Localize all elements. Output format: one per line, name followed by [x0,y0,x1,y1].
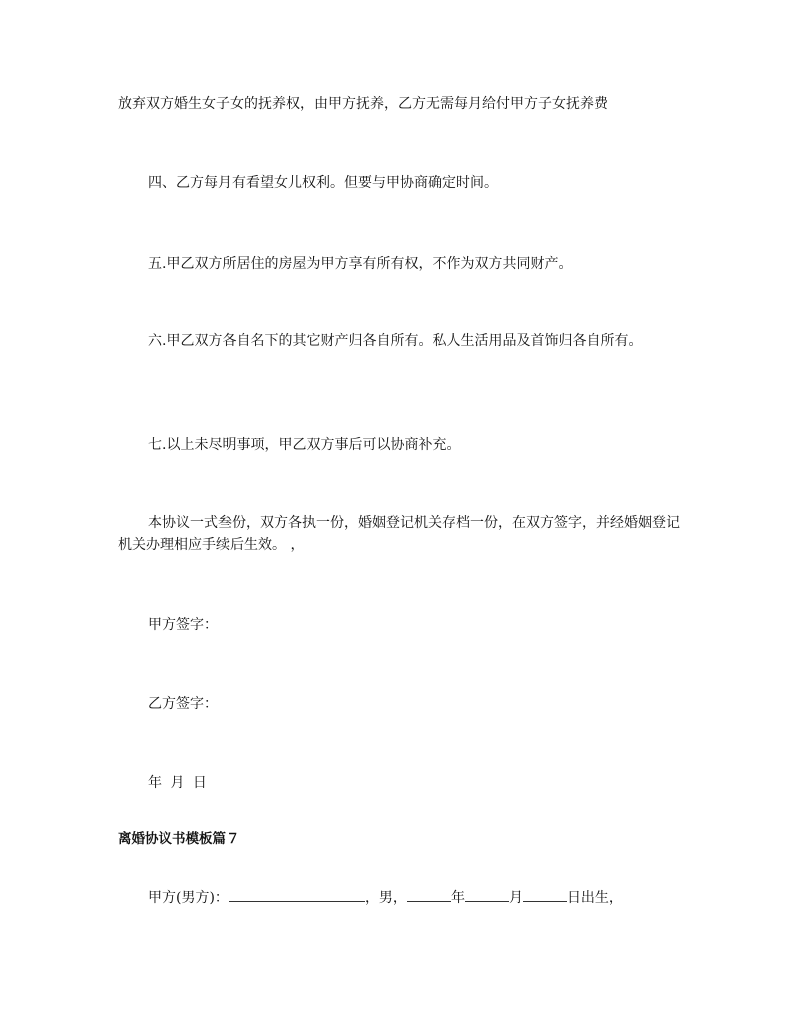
paragraph-custody: 放弃双方婚生女子女的抚养权，由甲方抚养，乙方无需每月给付甲方子女抚养费 [118,96,608,112]
year-label: 年 [450,890,465,906]
paragraph-clause-4: 四、乙方每月有看望女儿权利。但要与甲协商确定时间。 [148,175,498,191]
signature-party-a: 甲方签字： [148,617,218,633]
name-blank [229,887,365,902]
section-heading: 离婚协议书模板篇７ [118,831,240,847]
party-a-info-line [118,887,683,909]
month-label: 月 [508,890,523,906]
paragraph-clause-5: 五.甲乙双方所居住的房屋为甲方享有所有权，不作为双方共同财产。 [148,256,573,272]
signature-date: 年 月 日 [148,775,207,791]
year-blank [407,887,451,902]
month-blank [465,887,509,902]
day-blank [523,887,567,902]
paragraph-clause-6: 六.甲乙双方各自名下的其它财产归各自所有。私人生活用品及首饰归各自所有。 [148,333,643,349]
signature-party-b: 乙方签字： [148,696,218,712]
paragraph-copies: 本协议一式叁份，双方各执一份，婚姻登记机关存档一份，在双方签字，并经婚姻登记机关办理相应手续后生效。 ， [118,515,680,553]
born-label: 日出生， [566,890,623,906]
party-a-prefix: 甲方(男方)： [148,890,229,906]
gender-text: ，男， [364,890,407,906]
paragraph-clause-7: 七.以上未尽明事项，甲乙双方事后可以协商补充。 [148,437,461,453]
